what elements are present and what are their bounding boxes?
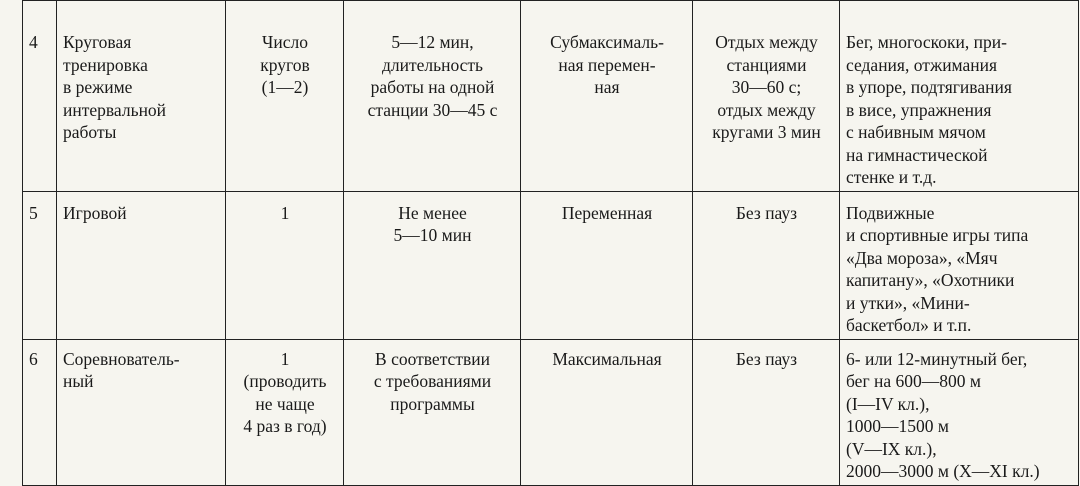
- method-name: Соревнователь- ный: [57, 339, 226, 485]
- row-number: 6: [23, 339, 57, 485]
- table-row: [23, 191, 1079, 339]
- table-row: [23, 339, 1079, 485]
- training-methods-table: [22, 0, 1079, 486]
- row-number: 5: [23, 191, 57, 339]
- rest-interval: Без пауз: [693, 339, 840, 485]
- row-number: 4: [23, 1, 57, 192]
- repetition-count: 1: [226, 191, 344, 339]
- exercises: Подвижные и спортивные игры типа «Два мороза», «Мяч капитану», «Охотники и утки», «Мини- баскетбол» и т.п.: [840, 191, 1079, 339]
- rest-interval: Отдых между станциями 30—60 с; отдых между кругами 3 мин: [693, 1, 840, 192]
- repetition-count: 1 (проводить не чаще 4 раз в год): [226, 339, 344, 485]
- rest-interval: Без пауз: [693, 191, 840, 339]
- exercises: Бег, многоскоки, при- седания, отжимания в упоре, подтягивания в висе, упражнения с набивным мячом на гимнастической стенке и т.д.: [840, 1, 1079, 192]
- exercises: 6- или 12-минутный бег, бег на 600—800 м (I—IV кл.), 1000—1500 м (V—IX кл.), 2000—3000 м (X—XI кл.): [840, 339, 1079, 485]
- duration: Не менее 5—10 мин: [344, 191, 521, 339]
- table-row: [23, 1, 1079, 192]
- duration: 5—12 мин, длительность работы на одной станции 30—45 с: [344, 1, 521, 192]
- duration: В соответствии с требованиями программы: [344, 339, 521, 485]
- intensity: Субмаксималь- ная перемен- ная: [521, 1, 693, 192]
- method-name: Игровой: [57, 191, 226, 339]
- method-name: Круговая тренировка в режиме интервальной работы: [57, 1, 226, 192]
- intensity: Переменная: [521, 191, 693, 339]
- intensity: Максимальная: [521, 339, 693, 485]
- repetition-count: Число кругов (1—2): [226, 1, 344, 192]
